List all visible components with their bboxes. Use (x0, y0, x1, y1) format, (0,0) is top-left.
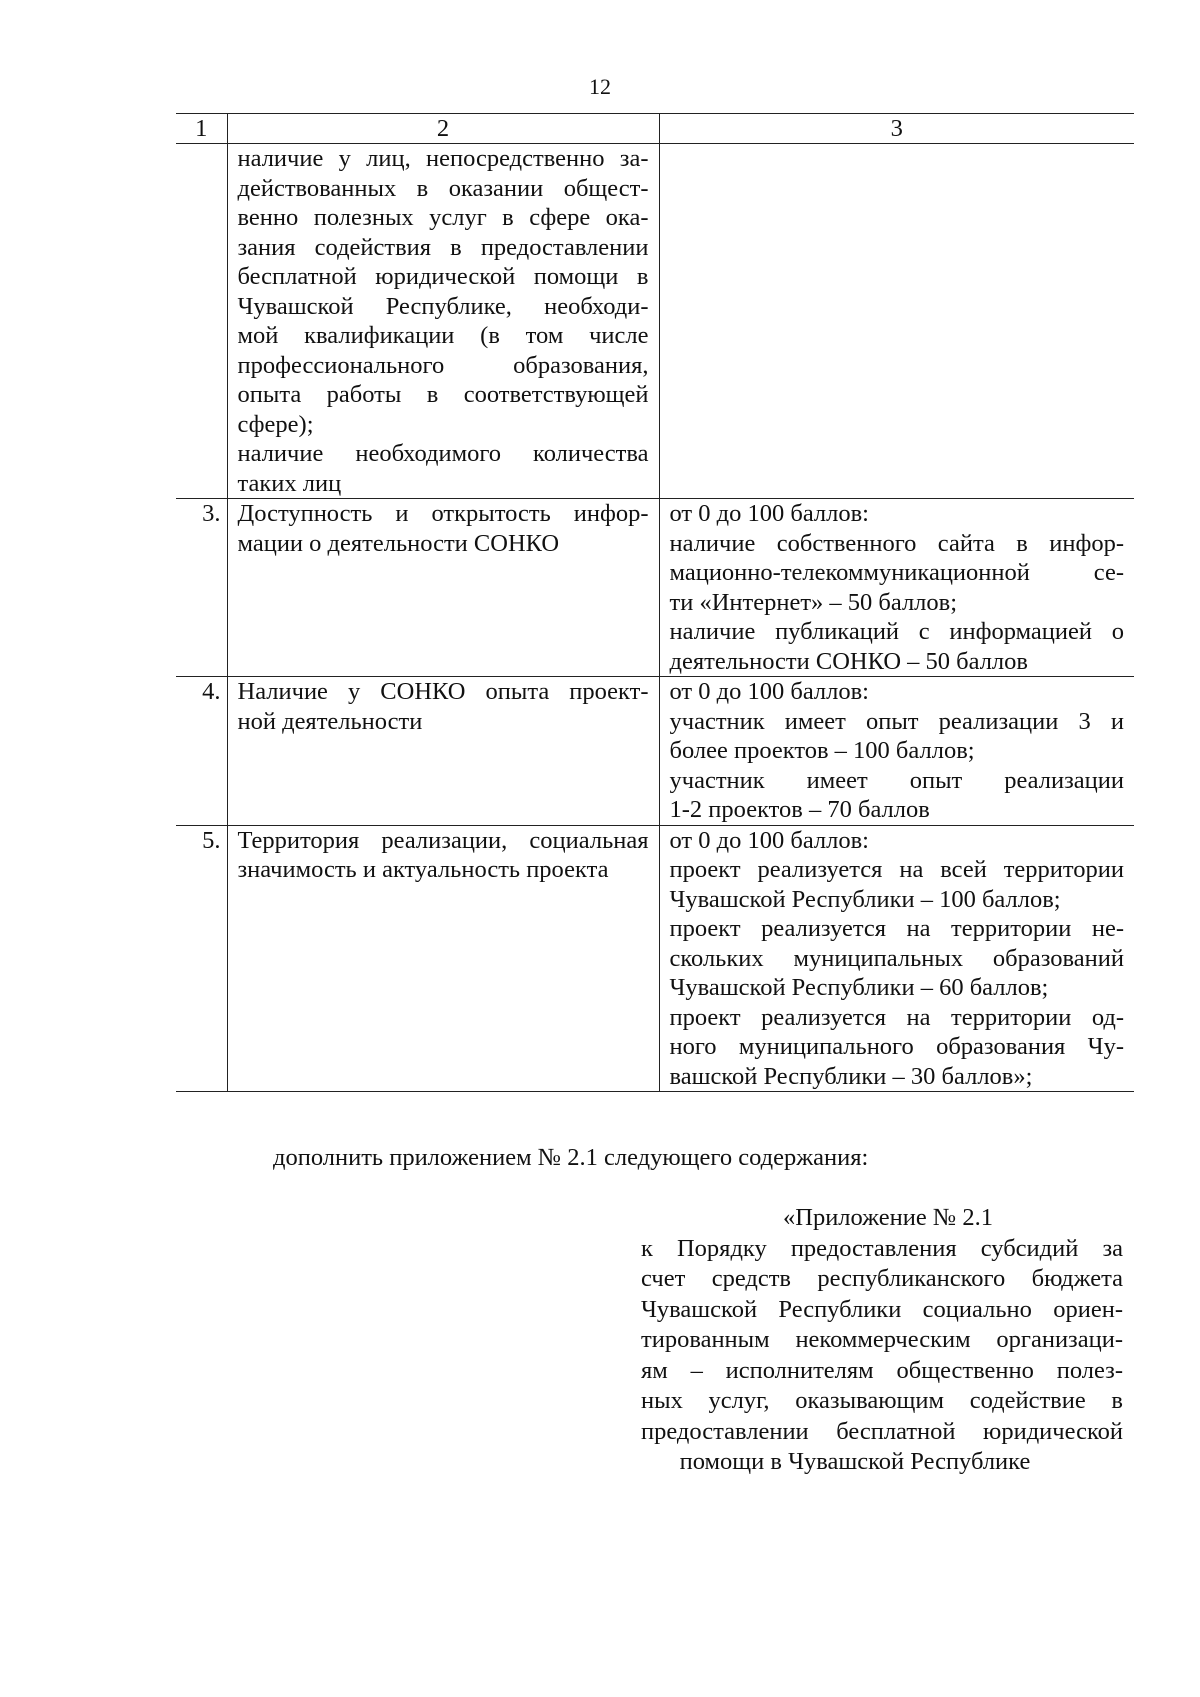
score-cell (659, 499, 1134, 677)
annex-line: тированным некоммерческим организаци- (641, 1326, 1123, 1353)
score-cell-line: более проектов – 100 баллов; (669, 737, 975, 764)
annex-body (641, 1234, 1123, 1478)
score-cell-line: наличие собственного сайта в инфор- (669, 529, 1124, 557)
annex-line: помощи в Чувашской Республике (679, 1448, 1031, 1475)
criterion-cell (227, 499, 659, 677)
score-cell (659, 825, 1134, 1092)
column-header-criterion: 2 (227, 114, 659, 144)
page-number: 12 (589, 74, 611, 99)
criterion-cell-line: зания содействия в предоставлении (237, 233, 649, 261)
annex-line: к Порядку предоставления субсидий за (641, 1234, 1123, 1262)
column-header-number: 1 (176, 114, 227, 144)
score-cell-line: проект реализуется на всей территории (669, 856, 1124, 883)
criterion-cell-line: ной деятельности (237, 707, 423, 735)
table-row (176, 825, 1134, 1092)
annex-heading (641, 1203, 1123, 1478)
score-cell-line: мационно-телекоммуникационной се- (669, 559, 1124, 586)
criterion-cell-line: таких лиц (237, 469, 342, 497)
table-row (176, 144, 1134, 499)
score-cell-line: 1-2 проектов – 70 баллов (669, 796, 930, 823)
row-number: 5. (176, 825, 227, 1092)
column-header-score: 3 (659, 114, 1134, 144)
annex-line: ных услуг, оказывающим содействие в (641, 1387, 1123, 1414)
score-cell-line: участник имеет опыт реализации 3 и (669, 707, 1124, 735)
score-cell-line: проект реализуется на территории не- (669, 915, 1124, 942)
criterion-cell-line: мой квалификации (в том числе (237, 322, 649, 349)
annex-line: Чувашской Республики социально ориен- (641, 1295, 1123, 1323)
criterion-cell-line: Территория реализации, социальная (237, 826, 649, 854)
criterion-cell-line: бесплатной юридической помощи в (237, 263, 649, 290)
criterion-cell-line: мации о деятельности СОНКО (237, 529, 560, 557)
score-cell (659, 677, 1134, 826)
criterion-cell-line: венно полезных услуг в сфере ока- (237, 204, 649, 231)
annex-line: предоставлении бесплатной юридической (641, 1417, 1123, 1445)
criterion-cell-line: действованных в оказании общест- (237, 174, 649, 202)
criterion-cell-line: значимость и актуальность проекта (237, 856, 609, 883)
criterion-cell-line: сфере); (237, 410, 314, 438)
criterion-cell-line: Доступность и открытость инфор- (237, 500, 649, 527)
table-row (176, 499, 1134, 677)
row-number: 4. (176, 677, 227, 826)
score-cell-line: от 0 до 100 баллов: (669, 500, 869, 527)
score-cell-line: деятельности СОНКО – 50 баллов (669, 647, 1028, 675)
criterion-cell (227, 144, 659, 499)
score-cell-line: Чувашской Республики – 60 баллов; (669, 974, 1049, 1001)
score-cell (659, 144, 1134, 499)
table-header-row (176, 114, 1134, 144)
annex-line: счет средств республиканского бюджета (641, 1265, 1123, 1292)
row-number: 3. (176, 499, 227, 677)
criterion-cell-line: Наличие у СОНКО опыта проект- (237, 678, 649, 705)
score-cell-line: ного муниципального образования Чу- (669, 1033, 1124, 1060)
score-cell-line: проект реализуется на территории од- (669, 1003, 1124, 1031)
score-cell-line: ти «Интернет» – 50 баллов; (669, 588, 958, 616)
criterion-cell-line: наличие необходимого количества (237, 440, 649, 467)
score-cell-line: наличие публикаций с информацией о (669, 618, 1124, 645)
criterion-cell (227, 825, 659, 1092)
table-body (176, 144, 1134, 1092)
amendment-text: дополнить приложением № 2.1 следующего содержания: (273, 1144, 869, 1171)
criterion-cell-line: наличие у лиц, непосредственно за- (237, 145, 649, 172)
criterion-cell (227, 677, 659, 826)
criterion-cell-line: опыта работы в соответствующей (237, 381, 649, 408)
criterion-cell-line: Чувашской Республике, необходи- (237, 292, 649, 320)
criteria-table (176, 113, 1134, 1092)
criterion-cell-line: профессионального образования, (237, 351, 649, 379)
score-cell-line: участник имеет опыт реализации (669, 766, 1124, 794)
table-row (176, 677, 1134, 826)
annex-line: ям – исполнителям общественно полез- (641, 1356, 1123, 1384)
score-cell-line: Чувашской Республики – 100 баллов; (669, 885, 1061, 913)
row-number (176, 144, 227, 499)
annex-title: «Приложение № 2.1 (783, 1204, 993, 1231)
score-cell-line: скольких муниципальных образований (669, 944, 1124, 972)
score-cell-line: от 0 до 100 баллов: (669, 678, 869, 705)
score-cell-line: вашской Республики – 30 баллов»; (669, 1062, 1033, 1090)
score-cell-line: от 0 до 100 баллов: (669, 826, 869, 854)
